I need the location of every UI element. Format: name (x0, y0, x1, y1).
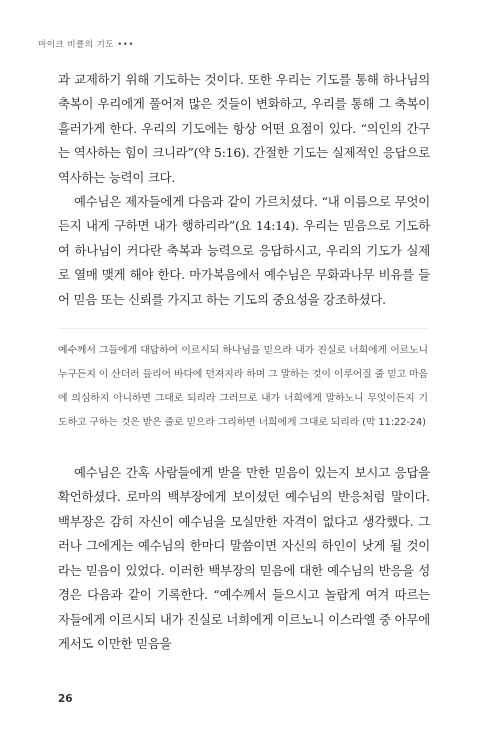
page-number: 26 (58, 693, 73, 705)
body-paragraph-2: 예수님은 제자들에게 다음과 같이 가르치셨다. “내 이름으로 무엇이든지 내게 구하면 내가 행하리라”(요 14:14). 우리는 믿음으로 기도하여 하나님이 커다란 축복과 능력으로 응답하시고, 우리의 기도가 실제로 열매 맺게 해야 한다. 마가복음에서 예수님은 무화과나무 비유를 들어 믿음 또는 신뢰를 가지고 하는 기도의 중요성을 강조하셨다. (58, 194, 430, 307)
scripture-quote: 예수께서 그들에게 대답하여 이르시되 하나님을 믿으라 내가 진실로 너희에게 이르노니 누구든지 이 산더러 들리어 바다에 던져지라 하며 그 말하는 것이 이루어질 줄 믿고 마음에 의심하지 아니하면 그대로 되리라 그러므로 내가 너희에게 말하노니 무엇이든지 기도하고 구하는 것은 받은 줄로 믿으라 그리하면 너희에게 그대로 되리라 (막 11:22-24) (58, 328, 428, 435)
body-paragraph-3: 예수님은 간혹 사람들에게 받을 만한 믿음이 있는지 보시고 응답을 확언하셨다. 로마의 백부장에게 보이셨던 예수님의 반응처럼 말이다. 백부장은 감히 자신이 예수님을 모실만한 자격이 없다고 생각했다. 그러나 그에게는 예수님의 한마디 말씀이면 자신의 하인이 낫게 될 것이라는 믿음이 있었다. 이러한 백부장의 믿음에 대한 예수님의 반응을 성경은 다음과 같이 기록한다. “예수께서 들으시고 놀랍게 여겨 따르는 자들에게 이르시되 내가 진실로 너희에게 이르노니 이스라엘 중 아무에게서도 이만한 믿음을 (58, 465, 430, 651)
running-header: 마이크 비클의 기도 ••• (38, 40, 134, 50)
page-body (58, 68, 430, 656)
body-paragraph-1: 과 교제하기 위해 기도하는 것이다. 또한 우리는 기도를 통해 하나님의 축복이 우리에게 풀어져 많은 것들이 변화하고, 우리를 통해 그 축복이 흘러가게 한다. 우리의 기도에는 항상 어떤 요점이 있다. “의인의 간구는 역사하는 힘이 크니라”(약 5:16). 간절한 기도는 실제적인 응답으로 역사하는 능력이 크다. (58, 72, 430, 185)
